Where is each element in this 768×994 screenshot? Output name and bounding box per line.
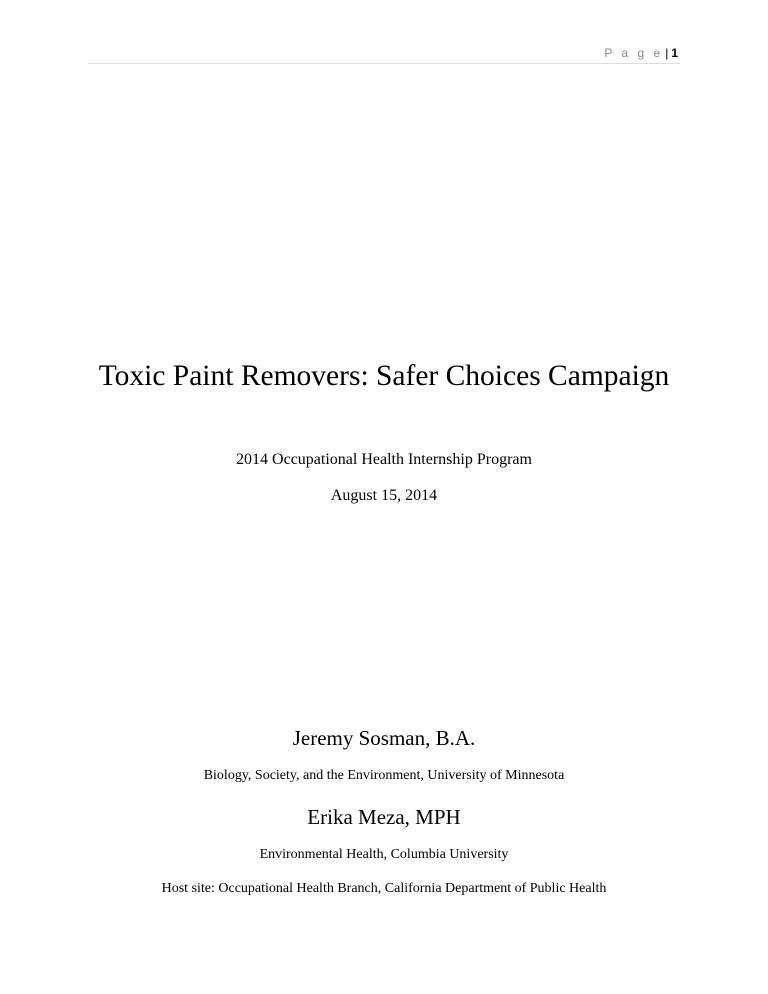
author-name: Jeremy Sosman, B.A.	[292, 726, 476, 750]
header-rule	[88, 63, 680, 64]
page-number	[604, 46, 678, 60]
author-affiliation: Biology, Society, and the Environment, University of Minnesota	[203, 768, 565, 783]
document-title: Toxic Paint Removers: Safer Choices Campaign	[98, 360, 670, 392]
page-label: P a g e	[604, 46, 664, 60]
document-date: August 15, 2014	[330, 487, 438, 504]
program-name: 2014 Occupational Health Internship Program	[236, 451, 532, 468]
page-header	[88, 0, 680, 64]
page-number-value: 1	[671, 46, 678, 60]
author-affiliation: Environmental Health, Columbia University	[259, 847, 509, 862]
host-site: Host site: Occupational Health Branch, California Department of Public Health	[161, 881, 607, 896]
page-separator: |	[665, 46, 669, 60]
author-name: Erika Meza, MPH	[307, 805, 461, 829]
